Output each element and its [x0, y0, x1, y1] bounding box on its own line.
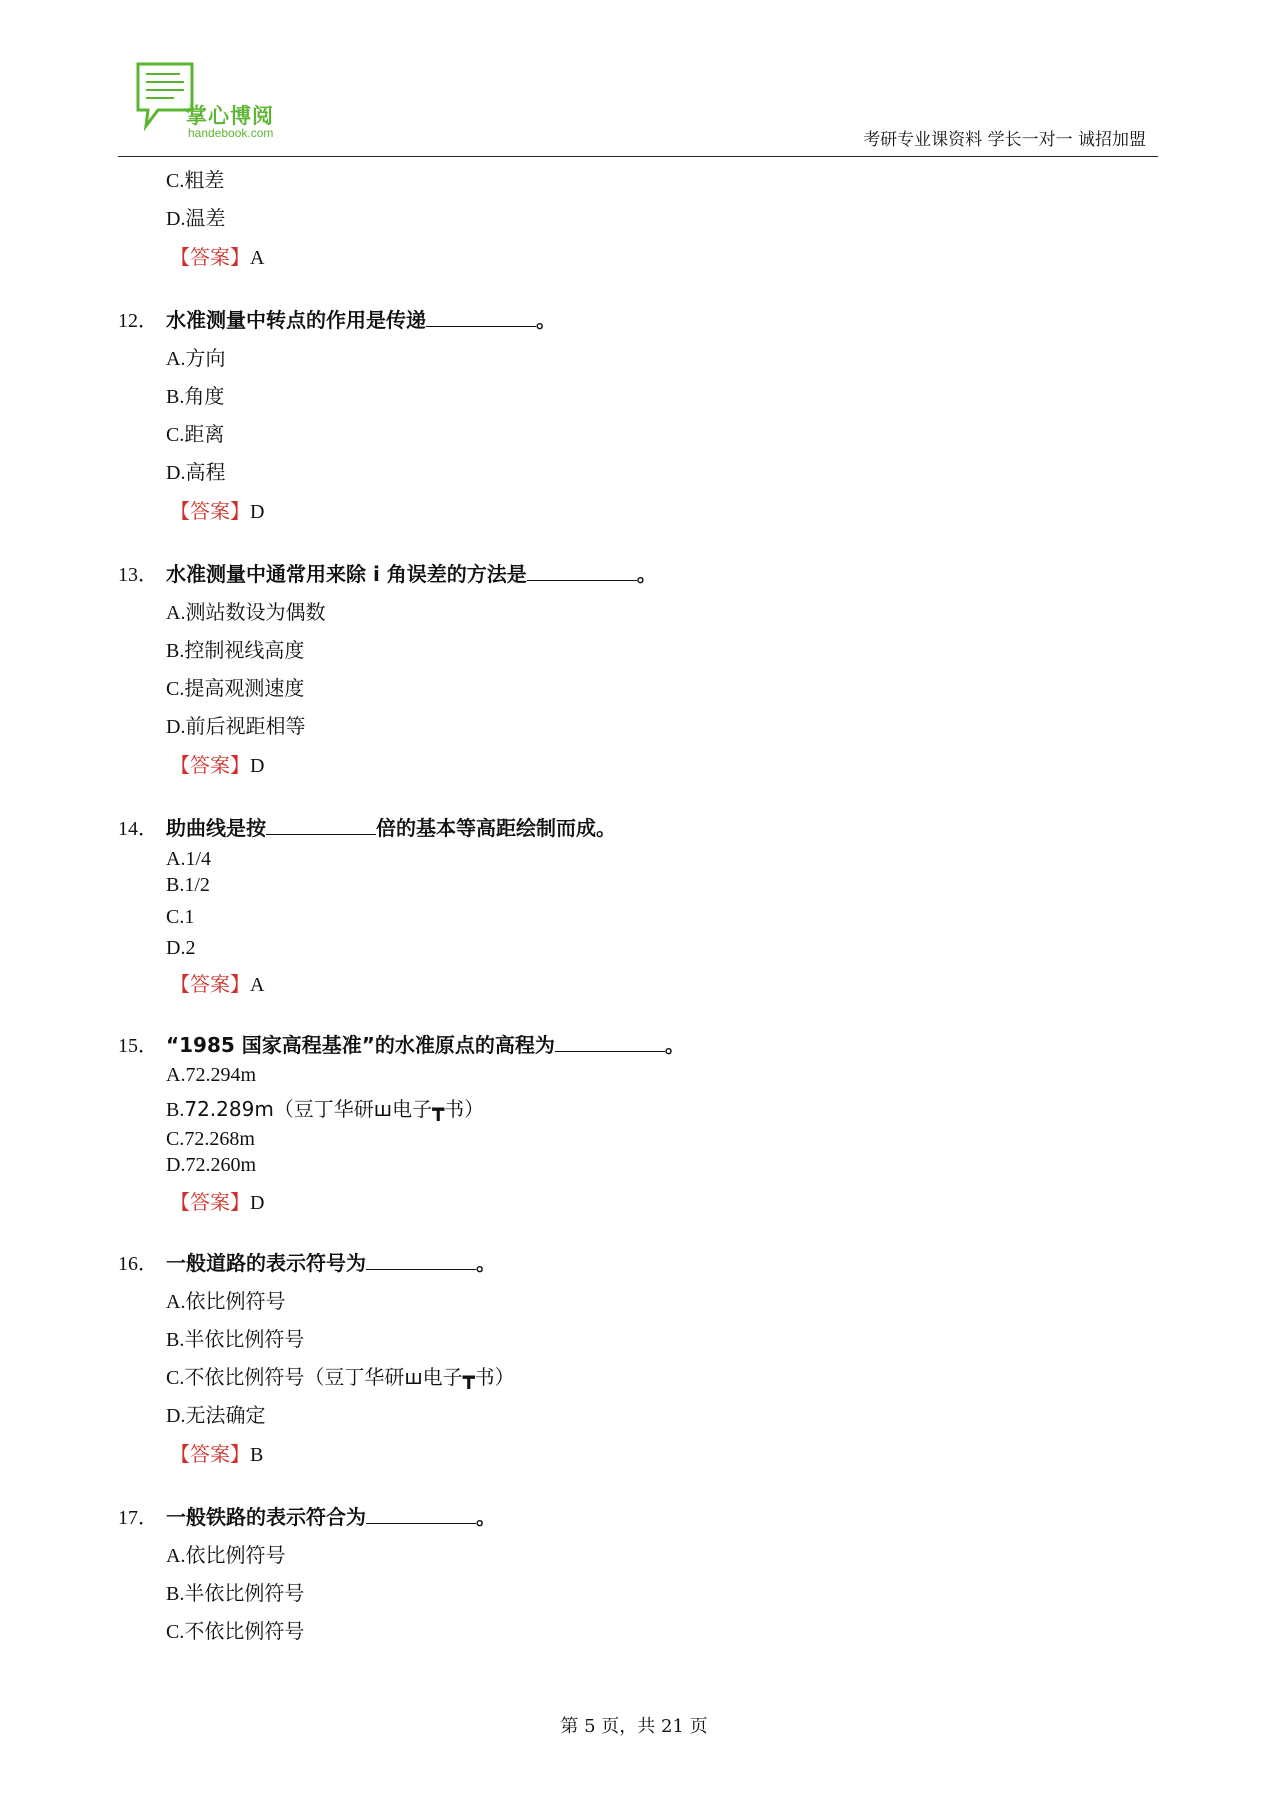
answer-line: 【答案】B [170, 1442, 264, 1466]
option-c: C.不依比例符号（豆丁华研ш电子┳书） [166, 1365, 515, 1389]
question-14: 14． 助曲线是按 倍的基本等高距绘制而成。 [118, 816, 616, 840]
option-c: C.不依比例符号 [166, 1619, 305, 1643]
question-16: 16． 一般道路的表示符号为 。 [118, 1251, 496, 1275]
option-a: A.72.294m [166, 1064, 257, 1086]
option-a: A.1/4 [166, 848, 212, 870]
answer-blank [366, 1505, 476, 1524]
page-footer: 第 5 页，共 21 页 [560, 1716, 708, 1737]
option-d: D.72.260m [166, 1154, 257, 1176]
logo-url: handebook.com [188, 126, 274, 140]
option-c: C.提高观测速度 [166, 676, 305, 700]
option-c: C.72.268m [166, 1128, 255, 1150]
answer-blank [555, 1033, 665, 1052]
answer-blank [266, 816, 376, 835]
answer-blank [426, 308, 536, 327]
answer-blank [366, 1251, 476, 1270]
logo-text: 掌心博阅 [186, 104, 274, 128]
question-15: 15． “1985 国家高程基准”的水准原点的高程为 。 [118, 1033, 685, 1057]
answer-blank [527, 562, 637, 581]
option-b: B.半依比例符号 [166, 1581, 305, 1605]
option-d: D.2 [166, 937, 196, 959]
option-d: D.温差 [166, 206, 226, 230]
option-a: A.方向 [166, 346, 226, 370]
answer-line: 【答案】A [170, 245, 265, 269]
option-c: C.1 [166, 906, 195, 928]
option-b: B.72.289m（豆丁华研ш电子┳书） [166, 1097, 485, 1121]
option-b: B.角度 [166, 384, 225, 408]
option-a: A.依比例符号 [166, 1289, 286, 1313]
page-header [118, 60, 1158, 157]
option-b: B.1/2 [166, 874, 210, 896]
option-d: D.无法确定 [166, 1403, 266, 1427]
answer-line: 【答案】D [170, 753, 265, 777]
question-13: 13． 水准测量中通常用来除 i 角误差的方法是 。 [118, 562, 657, 586]
question-17: 17． 一般铁路的表示符合为 。 [118, 1505, 496, 1529]
answer-line: 【答案】D [170, 1190, 265, 1214]
option-b: B.半依比例符号 [166, 1327, 305, 1351]
option-c: C.距离 [166, 422, 225, 446]
option-d: D.高程 [166, 460, 226, 484]
handebook-logo [134, 60, 294, 144]
option-a: A.测站数设为偶数 [166, 600, 326, 624]
option-c: C.粗差 [166, 168, 225, 192]
option-b: B.控制视线高度 [166, 638, 305, 662]
option-d: D.前后视距相等 [166, 714, 306, 738]
answer-line: 【答案】D [170, 499, 265, 523]
option-a: A.依比例符号 [166, 1543, 286, 1567]
question-12: 12． 水准测量中转点的作用是传递 。 [118, 308, 556, 332]
header-tagline: 考研专业课资料 学长一对一 诚招加盟 [863, 130, 1146, 150]
answer-line: 【答案】A [170, 972, 265, 996]
